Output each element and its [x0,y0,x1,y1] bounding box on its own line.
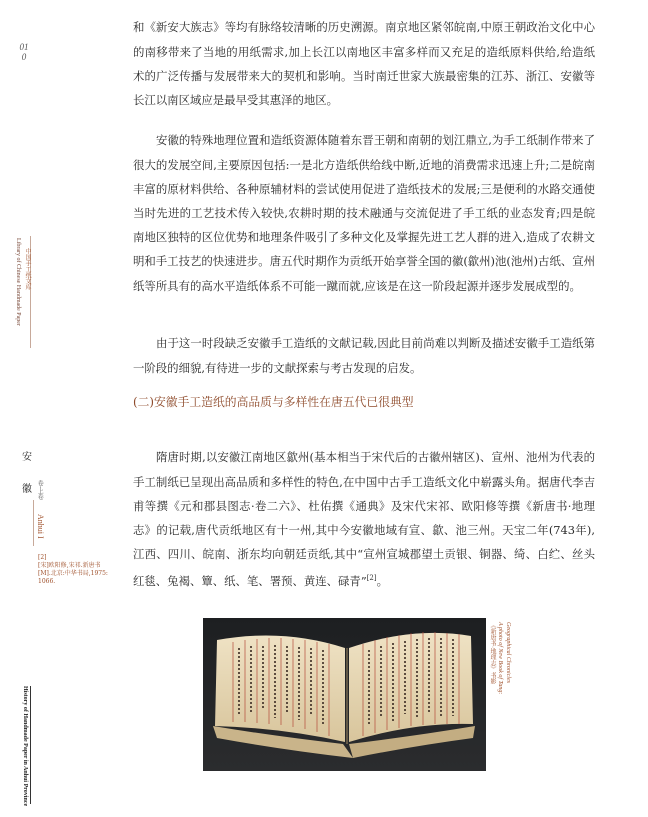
volume-subtitle: 卷·上卷 [36,480,44,500]
caption-line-2: A photo of New Book of Tang: [497,622,503,695]
footnote-line-3: 1066. [38,578,56,585]
volume-title-char-1: 安 [22,452,32,463]
paragraph-4 [133,445,595,593]
margin-divider-top [30,236,31,348]
series-title-en: Library of Chinese Handmade Paper [15,238,21,326]
footnote-line-2: [M].北京:中华书局,1975: [38,570,108,577]
footnote-line-1: [宋]欧阳修,宋祁.新唐书 [38,562,101,569]
paragraph-2: 安徽的特殊地理位置和造纸资源体随着东晋王朝和南朝的划江鼎立,为手工纸制作带来了很大的发展空间,主要原因包括:一是北方造纸供给线中断,近地的消费需求迅速上升;二是皖南丰富的原材料供给、各种原辅材料的尝试使用促进了造纸技术的发展;三是便利的水路交通使当时先进的工艺技术传入较快,农耕时期的技术融通与交流促进了手工纸的业态发育;四是皖南地区独特的区位优势和地理条件吸引了多种文化及掌握先进工艺人群的进入,造成了农耕文明和手工技艺的快速进步。唐五代时期作为贡纸开始享誉全国的徽(歙州)池(池州)古纸、宣州纸等所具有的高水平造纸体系不可能一蹴而就,应该是在这一阶段起源并逐步发展成型的。 [133,133,596,293]
book-photo [203,618,486,771]
caption-line-3: Geographical Chronicles [505,622,511,683]
margin-divider-bottom [30,686,31,804]
footnote-ref: [2] [366,574,377,583]
paragraph-4-text: 隋唐时期,以安徽江南地区歙州(基本相当于宋代后的古徽州辖区)、宣州、池州为代表的手工制纸已呈现出高品质和多样性的特色,在中国中古手工造纸文化中崭露头角。据唐代李吉甫等撰《元和郡县图志·卷二六》、杜佑撰《通典》及宋代宋祁、欧阳修等撰《新唐书·地理志》的记载,唐代贡纸地区有十一州,其中今安徽地域有宣、歙、池三州。天宝二年(743年),江西、四川、皖南、浙东均向朝廷贡纸,其中“宣州宣城郡望土贡银、铜器、绮、白纻、丝头红毯、兔褐、簟、纸、笔、署预、黄连、碌青” [133,450,595,589]
margin-divider-mid [33,500,34,546]
volume-title-en: Anhui I [36,514,45,539]
page-number: 010 [19,42,29,62]
paragraph-1: 和《新安大族志》等均有脉络较清晰的历史溯源。南京地区紧邻皖南,中原王朝政治文化中心的南移带来了当地的用纸需求,加上长江以南地区丰富多样而又充足的造纸原料供给,给造纸术的广泛传播与发展带来大的契机和影响。当时南迁世家大族最密集的江苏、浙江、安徽等长江以南区域应是最早受其惠泽的地区。 [133,20,595,107]
series-title-cn: 中国手工纸文库 [24,248,30,290]
book-illustration [203,618,486,771]
paragraph-4-end: 。 [376,574,388,589]
section-heading: (二)安徽手工造纸的高品质与多样性在唐五代已很典型 [133,395,414,409]
volume-title-row [22,480,44,500]
footnote-mark: [2] [38,554,47,561]
volume-title-char-2: 徽 [22,484,32,495]
caption-line-1: 《新唐书·地理志》书影 [489,622,495,684]
footnote [38,554,116,586]
bottom-series-title: History of Handmade Paper in Anhui Province [22,686,28,807]
paragraph-3: 由于这一时段缺乏安徽手工造纸的文献记载,因此目前尚难以判断及描述安徽手工造纸第一阶段的细貌,有待进一步的文献探索与考古发现的启发。 [133,336,595,375]
